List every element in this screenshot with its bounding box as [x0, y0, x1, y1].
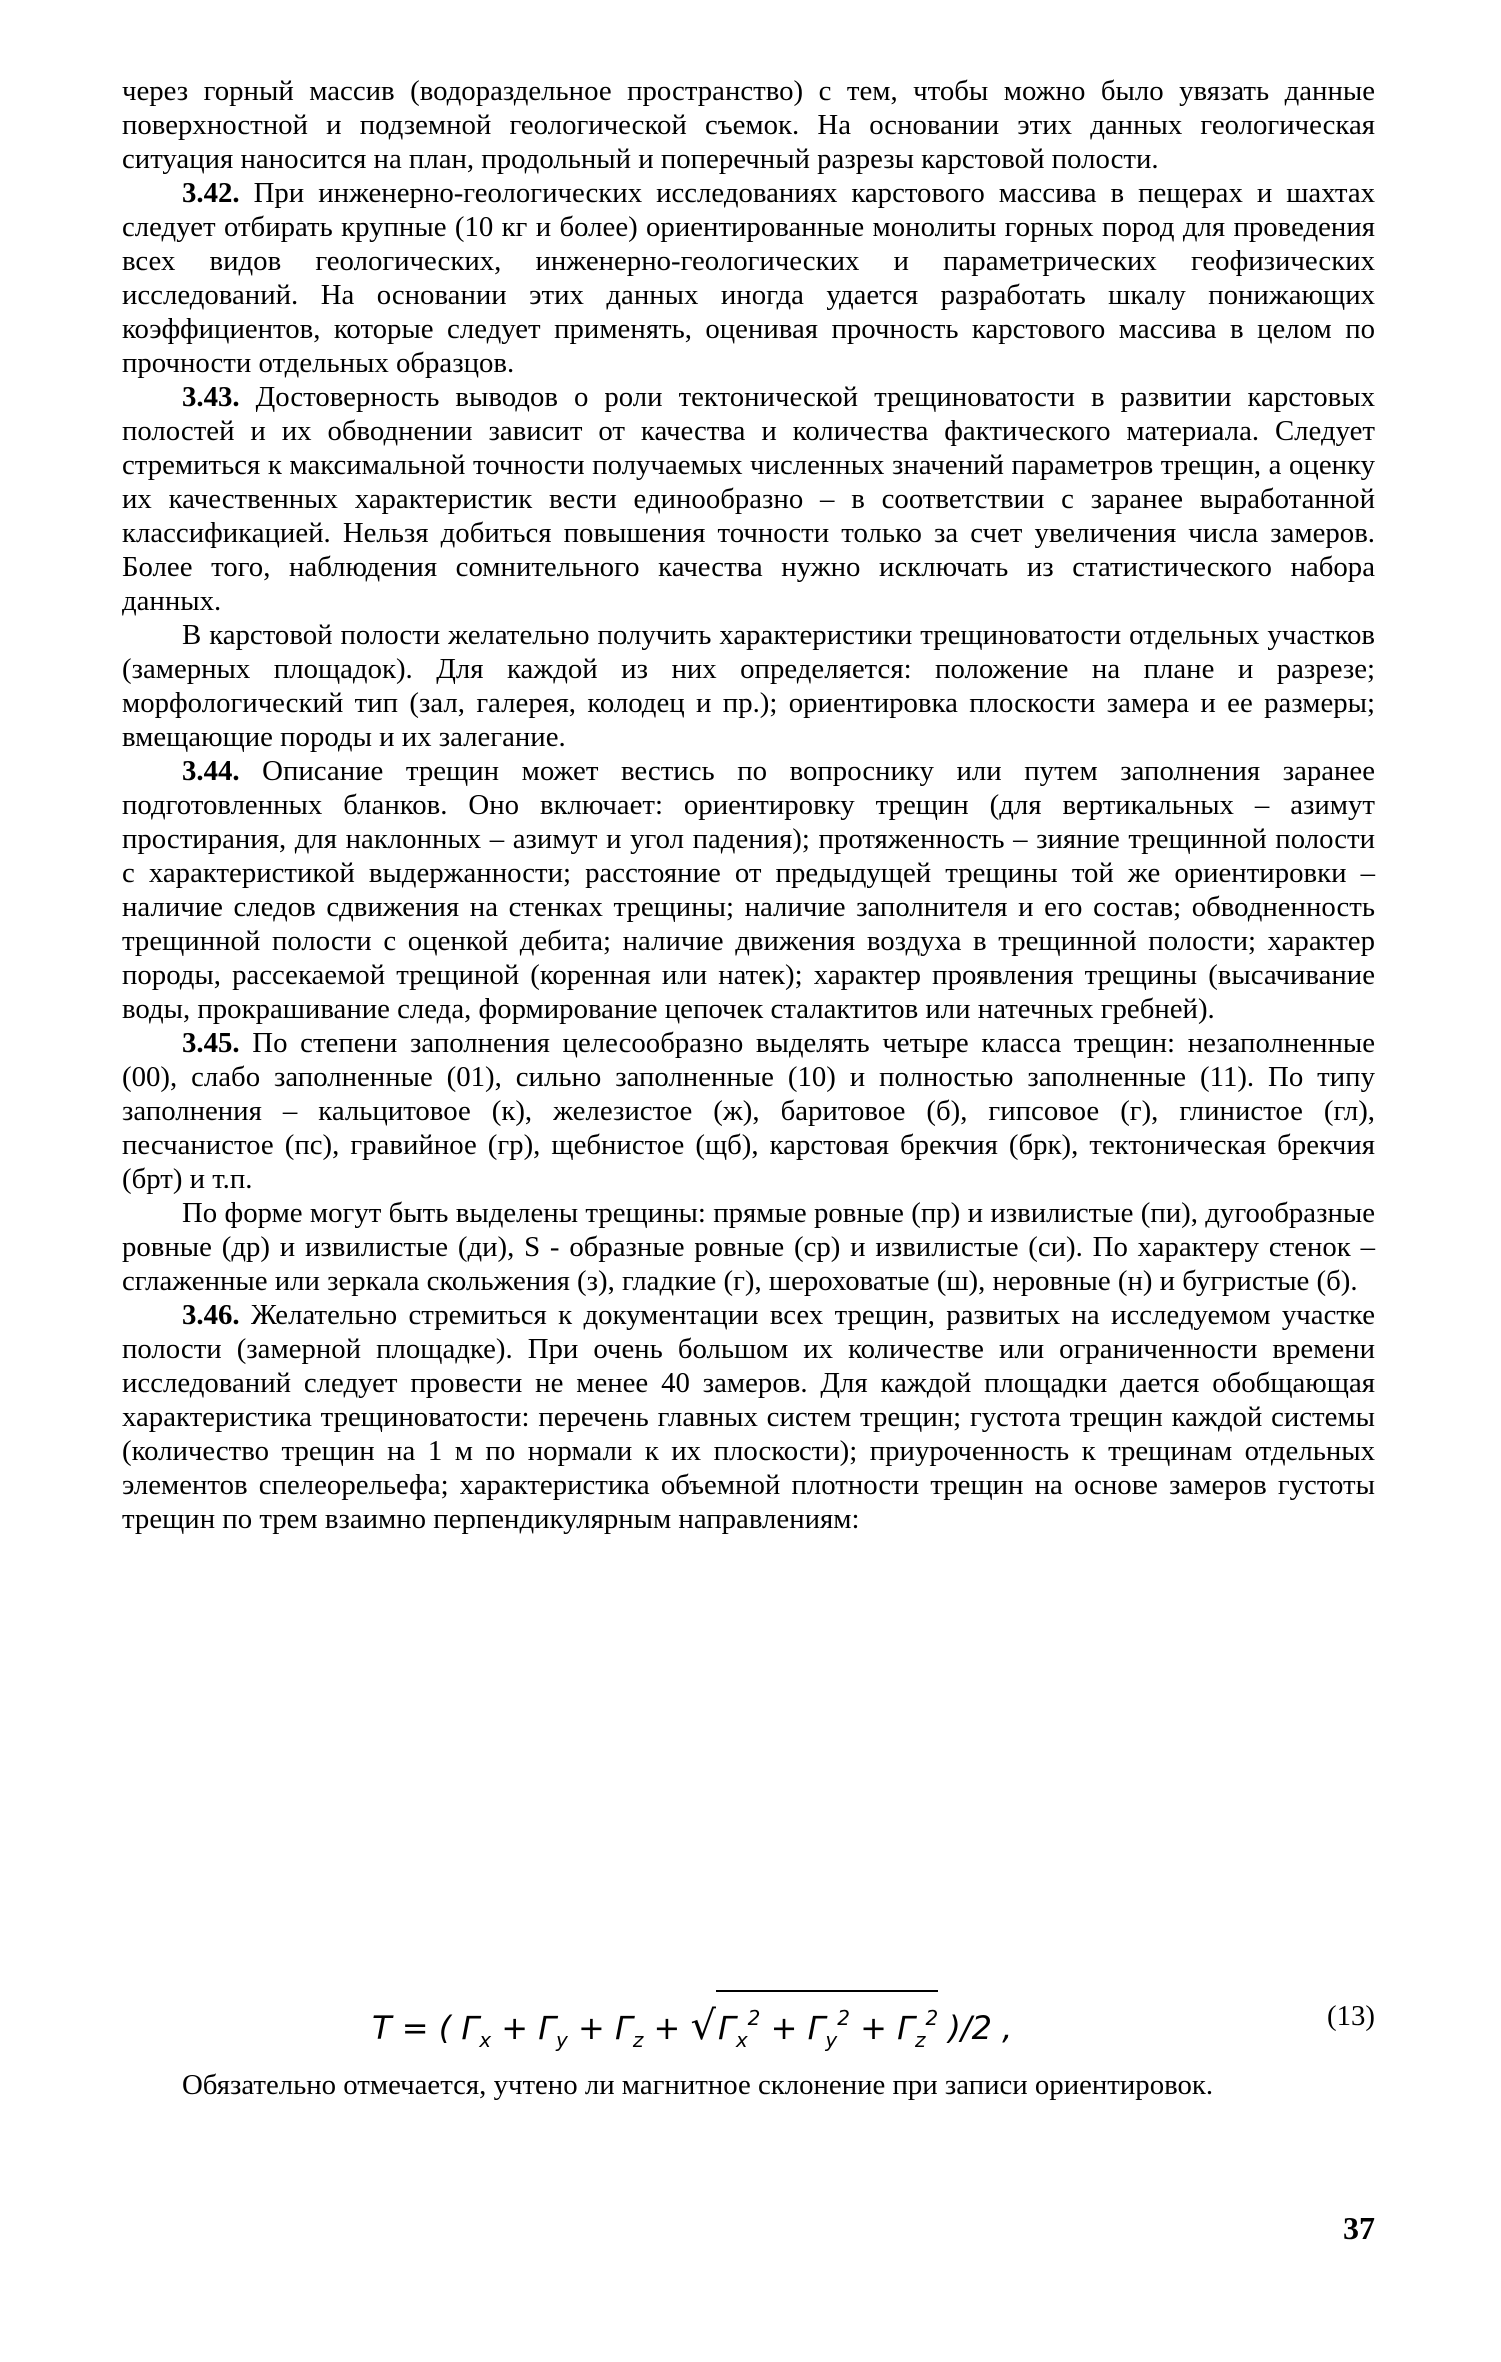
section-number: 3.44. [182, 755, 240, 787]
paragraph-3-46: 3.46. Желательно стремиться к документации всех трещин, развитых на исследуемом участке полости (замерной площадке). При очень большом их количестве или ограниченности времени исследований следует провести не менее 40 замеров. Для каждой площадки дается обобщающая характеристика трещиноватости: перечень главных систем трещин; густота трещин каждой системы (количество трещин на 1 м по нормали к их плоскости); приуроченность к трещинам отдельных элементов спелеорельефа; характеристика объемной плотности трещин на основе замеров густоты трещин по трем взаимно перпендикулярным направлениям: [122, 1299, 1375, 1535]
equation-number: (13) [1327, 2000, 1375, 2032]
paragraph-continued: через горный массив (водораздельное пространство) с тем, чтобы можно было увязать данные поверхностной и подземной геологической съемок. На основании этих данных геологическая ситуация наносится на план, продольный и поперечный разрезы карстовой полости. [122, 75, 1375, 175]
paragraph-fracture-sites: В карстовой полости желательно получить характеристики трещиноватости отдельных участков (замерных площадок). Для каждой из них определяется: положение на плане и разрезе; морфологический тип (зал, галерея, колодец и пр.); ориентировка плоскости замера и ее размеры; вмещающие породы и их залегание. [122, 619, 1375, 753]
section-number: 3.42. [182, 177, 240, 209]
formula-row [122, 1990, 1375, 2050]
paragraph-closing: Обязательно отмечается, учтено ли магнитное склонение при записи ориентировок. [182, 2069, 1214, 2101]
page-number: 37 [1343, 2210, 1375, 2246]
paragraph-3-45: 3.45. По степени заполнения целесообразно выделять четыре класса трещин: незаполненные (00), слабо заполненные (01), сильно заполненные (10) и полностью заполненные (11). По типу заполнения – кальцитовое (к), железистое (ж), баритовое (б), гипсовое (г), глинистое (гл), песчанистое (пс), гравийное (гр), щебнистое (щб), карстовая брекчия (брк), тектоническая брекчия (брт) и т.п. [122, 1027, 1375, 1195]
paragraph-3-43: 3.43. Достоверность выводов о роли тектонической трещиноватости в развитии карстовых полостей и их обводнении зависит от качества и количества фактического материала. Следует стремиться к максимальной точности получаемых численных значений параметров трещин, а оценку их качественных характеристик вести единообразно – в соответствии с заранее выработанной классификацией. Нельзя добиться повышения точности только за счет увеличения числа замеров. Более того, наблюдения сомнительного качества нужно исключать из статистического набора данных. [122, 381, 1375, 617]
section-number: 3.46. [182, 1299, 240, 1331]
section-number: 3.45. [182, 1027, 240, 1059]
paragraph-3-42: 3.42. При инженерно-геологических исследованиях карстового массива в пещерах и шахтах следует отбирать крупные (10 кг и более) ориентированные монолиты горных пород для проведения всех видов геологических, инженерно-геологических и параметрических геофизических исследований. На основании этих данных иногда удается разработать шкалу понижающих коэффициентов, которые следует применять, оценивая прочность карстового массива в целом по прочности отдельных образцов. [122, 177, 1375, 379]
paragraph-3-44: 3.44. Описание трещин может вестись по вопроснику или путем заполнения заранее подготовленных бланков. Оно включает: ориентировку трещин (для вертикальных – азимут простирания, для наклонных – азимут и угол падения); протяженность – зияние трещинной полости с характеристикой выдержанности; расстояние от предыдущей трещины той же ориентировки – наличие следов сдвижения на стенках трещины; наличие заполнителя и его состав; обводненность трещинной полости с оценкой дебита; наличие движения воздуха в трещинной полости; характер породы, рассекаемой трещиной (коренная или натек); характер проявления трещины (высачивание воды, прокрашивание следа, формирование цепочек сталактитов или натечных гребней). [122, 755, 1375, 1025]
section-number: 3.43. [182, 381, 240, 413]
closing-text [122, 2068, 1375, 2102]
formula-13: T = ( $\Gamma_x + \Gamma_y + \Gamma_z + √\Gamma_x^2 + \Gamma_y^2 + \Gamma_z^2$ )/2 , [372, 1990, 1012, 2066]
body-text [122, 74, 1375, 1536]
paragraph-fracture-shapes: По форме могут быть выделены трещины: прямые ровные (пр) и извилистые (пи), дугообразные ровные (др) и извилистые (ди), S - образные ровные (ср) и извилистые (си). По характеру стенок – сглаженные или зеркала скольжения (з), гладкие (г), шероховатые (ш), неровные (н) и бугристые (б). [122, 1197, 1375, 1297]
